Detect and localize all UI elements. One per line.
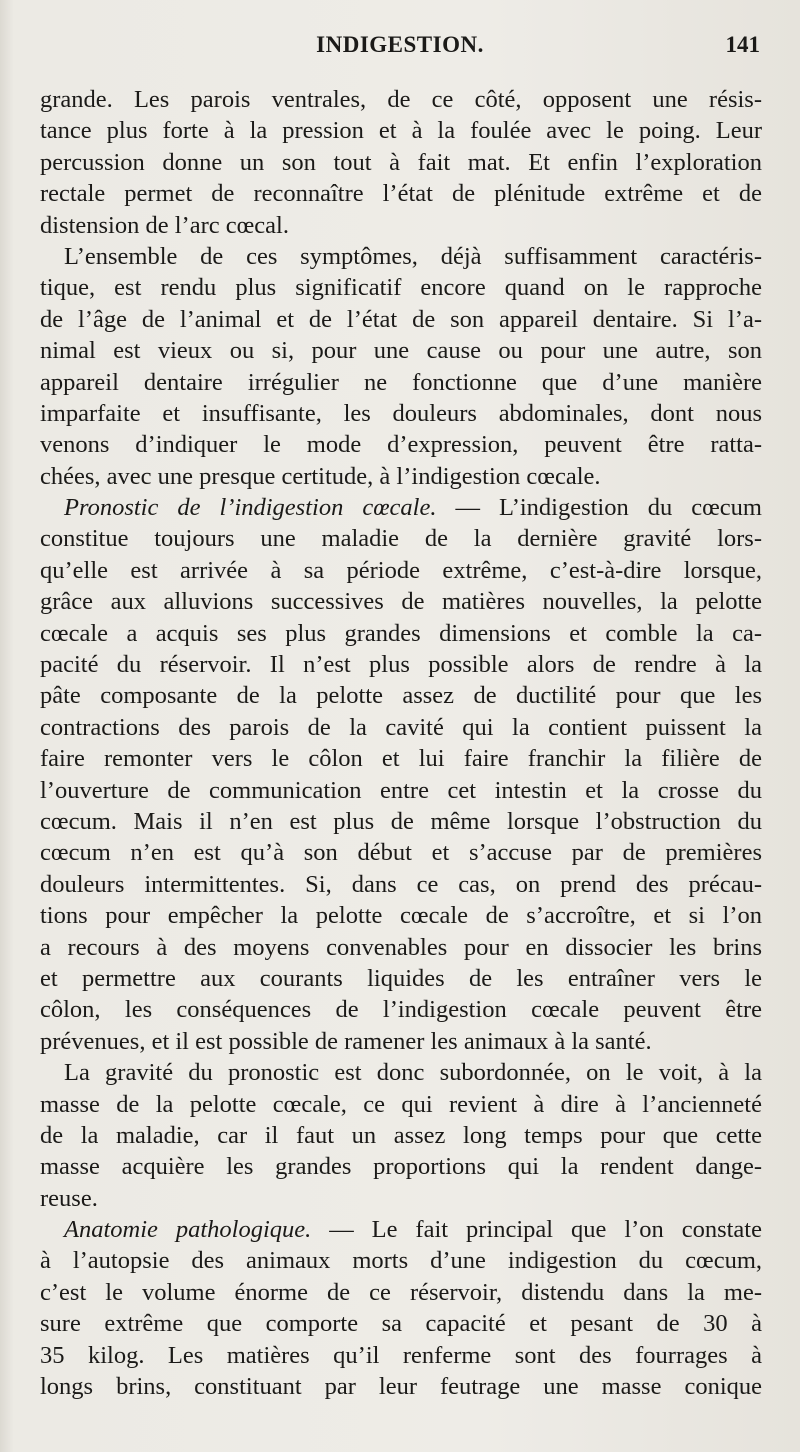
line-text: rectale permet de reconnaître l’état de plénitude extrême et de <box>40 180 762 208</box>
text-line <box>40 1120 762 1151</box>
line-text: a recours à des moyens convenables pour en dissocier les brins <box>40 933 762 961</box>
line-text: masse acquière les grandes proportions qui la rendent dange- <box>40 1153 762 1181</box>
line-text: douleurs intermittentes. Si, dans ce cas, on prend des précau- <box>40 870 762 898</box>
text-line <box>40 994 762 1025</box>
text-line <box>40 586 762 617</box>
line-text: et permettre aux courants liquides de les entraîner vers le <box>40 964 762 992</box>
text-line <box>40 492 762 523</box>
text-line <box>40 680 762 711</box>
line-text: nimal est vieux ou si, pour une cause ou pour une autre, son <box>40 337 762 365</box>
text-line <box>40 806 762 837</box>
text-line <box>40 84 762 115</box>
text-line <box>40 272 762 303</box>
line-text: percussion donne un son tout à fait mat. Et enfin l’exploration <box>40 148 762 176</box>
text-line <box>40 1183 762 1214</box>
page-number: 141 <box>725 32 760 57</box>
line-text: La gravité du pronostic est donc subordonnée, on le voit, à la <box>64 1059 762 1087</box>
line-text: de la maladie, car il faut un assez long temps pour que cette <box>40 1121 762 1149</box>
line-text: l’ouverture de communication entre cet intestin et la crosse du <box>40 776 762 804</box>
text-line <box>40 461 762 492</box>
text-line <box>40 115 762 146</box>
page-header <box>0 30 800 64</box>
line-text: grâce aux alluvions successives de matières nouvelles, la pelotte <box>40 588 762 616</box>
text-line <box>40 398 762 429</box>
line-text: imparfaite et insuffisante, les douleurs abdominales, dont nous <box>40 399 762 427</box>
line-text: masse de la pelotte cœcale, ce qui revient à dire à l’ancienneté <box>40 1090 762 1118</box>
line-text: qu’elle est arrivée à sa période extrême, c’est-à-dire lorsque, <box>40 556 762 584</box>
section-heading: Anatomie pathologique. <box>64 1216 312 1244</box>
text-line <box>40 147 762 178</box>
text-line <box>40 178 762 209</box>
line-text: tance plus forte à la pression et à la foulée avec le poing. Leur <box>40 117 762 145</box>
line-text: à l’autopsie des animaux morts d’une indigestion du cœcum, <box>40 1247 762 1275</box>
line-text: 35 kilog. Les matières qu’il renferme sont des fourrages à <box>40 1341 762 1369</box>
line-text: tions pour empêcher la pelotte cœcale de s’accroître, et si l’on <box>40 902 762 930</box>
line-text: distension de l’arc cœcal. <box>40 211 289 239</box>
section-heading: Pronostic de l’indigestion cœcale. <box>64 494 437 522</box>
line-text: L’ensemble de ces symptômes, déjà suffisamment caractéris- <box>64 242 762 270</box>
text-line <box>40 1089 762 1120</box>
text-line <box>40 1245 762 1276</box>
line-text: sure extrême que comporte sa capacité et pesant de 30 à <box>40 1310 762 1338</box>
line-text: grande. Les parois ventrales, de ce côté, opposent une résis- <box>40 86 762 113</box>
line-text: cœcale a acquis ses plus grandes dimensions et comble la ca- <box>40 619 762 647</box>
text-line <box>40 712 762 743</box>
line-text: reuse. <box>40 1184 98 1212</box>
text-line <box>40 618 762 649</box>
text-line <box>40 210 762 241</box>
text-line <box>40 367 762 398</box>
text-line <box>40 1026 762 1057</box>
line-text: cœcum. Mais il n’en est plus de même lorsque l’obstruction du <box>40 807 762 835</box>
text-line <box>40 241 762 272</box>
text-line <box>40 649 762 680</box>
text-line <box>40 869 762 900</box>
line-text: prévenues, et il est possible de ramener les animaux à la santé. <box>40 1027 652 1055</box>
line-text: pâte composante de la pelotte assez de ductilité pour que les <box>40 682 762 710</box>
line-text: — L’indigestion du cœcum <box>436 494 762 522</box>
line-text: pacité du réservoir. Il n’est plus possible alors de rendre à la <box>40 651 762 679</box>
text-line <box>40 775 762 806</box>
text-line <box>40 1214 762 1245</box>
text-line <box>40 1340 762 1371</box>
text-line <box>40 1151 762 1182</box>
line-text: c’est le volume énorme de ce réservoir, distendu dans la me- <box>40 1278 762 1306</box>
text-line <box>40 335 762 366</box>
line-text: tique, est rendu plus significatif encore quand on le rapproche <box>40 274 762 302</box>
line-text: de l’âge de l’animal et de l’état de son appareil dentaire. Si l’a- <box>40 305 762 333</box>
text-line <box>40 963 762 994</box>
line-text: longs brins, constituant par leur feutrage une masse conique <box>40 1373 762 1401</box>
text-line <box>40 429 762 460</box>
line-text: faire remonter vers le côlon et lui faire franchir la filière de <box>40 745 762 773</box>
text-line <box>40 1371 762 1402</box>
text-line <box>40 1308 762 1339</box>
text-line <box>40 304 762 335</box>
text-line <box>40 932 762 963</box>
text-line <box>40 1277 762 1308</box>
line-text: chées, avec une presque certitude, à l’indigestion cœcale. <box>40 462 601 490</box>
text-line <box>40 900 762 931</box>
text-line <box>40 1057 762 1088</box>
text-line <box>40 555 762 586</box>
running-title: INDIGESTION. <box>316 32 484 57</box>
line-text: côlon, les conséquences de l’indigestion cœcale peuvent être <box>40 996 762 1024</box>
line-text: appareil dentaire irrégulier ne fonctionne que d’une manière <box>40 368 762 396</box>
line-text: — Le fait principal que l’on constate <box>311 1216 762 1244</box>
line-text: venons d’indiquer le mode d’expression, peuvent être ratta- <box>40 431 762 459</box>
line-text: constitue toujours une maladie de la dernière gravité lors- <box>40 525 762 553</box>
text-line <box>40 743 762 774</box>
body-text <box>40 84 762 1402</box>
line-text: contractions des parois de la cavité qui la contient puissent la <box>40 713 762 741</box>
text-line <box>40 837 762 868</box>
line-text: cœcum n’en est qu’à son début et s’accuse par de premières <box>40 839 762 867</box>
text-line <box>40 523 762 554</box>
